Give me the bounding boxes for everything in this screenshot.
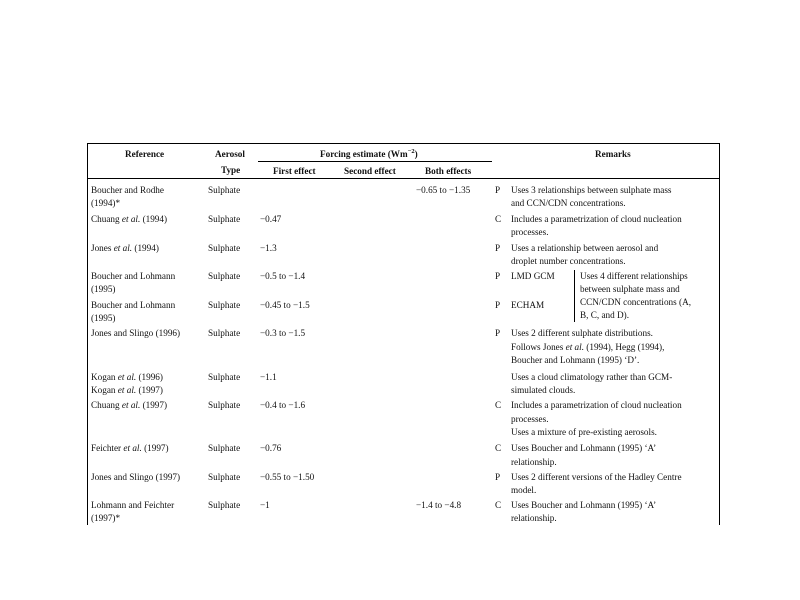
header-both-effects: Both effects <box>425 166 472 176</box>
first-effect-cell: −0.3 to −1.5 <box>260 328 306 338</box>
reference-cell: Jones and Slingo (1996) <box>91 328 181 338</box>
remarks-cell: Uses a cloud climatology rather than GCM- <box>511 372 673 382</box>
aerosol-cell: Sulphate <box>208 214 241 224</box>
reference-cell: (1995) <box>91 313 116 323</box>
reference-cell: Chuang et al. (1997) <box>91 400 168 410</box>
header-bottom-rule <box>87 178 720 179</box>
remarks-cell: and CCN/CDN concentrations. <box>511 198 626 208</box>
reference-cell: (1995) <box>91 284 116 294</box>
remarks-cell: simulated clouds. <box>511 385 576 395</box>
method-flag: C <box>495 214 502 224</box>
aerosol-cell: Sulphate <box>208 443 241 453</box>
remarks-cell: Uses 4 different relationships <box>580 271 688 281</box>
forcing-estimates-table <box>87 143 720 525</box>
aerosol-cell: Sulphate <box>208 185 241 195</box>
remarks-cell: Follows Jones et al. (1994), Hegg (1994), <box>511 342 665 352</box>
model-name: ECHAM <box>511 300 545 310</box>
header-remarks: Remarks <box>595 149 631 159</box>
both-effects-cell: −0.65 to −1.35 <box>416 185 471 195</box>
remarks-cell: B, C, and D). <box>580 310 629 320</box>
reference-cell: Chuang et al. (1994) <box>91 214 168 224</box>
method-flag: P <box>495 472 501 482</box>
aerosol-cell: Sulphate <box>208 400 241 410</box>
remarks-cell: Uses a relationship between aerosol and <box>511 243 659 253</box>
first-effect-cell: −0.47 <box>260 214 282 224</box>
remarks-cell: Boucher and Lohmann (1995) ‘D’. <box>511 355 640 365</box>
first-effect-cell: −1 <box>260 500 270 510</box>
method-flag: P <box>495 243 501 253</box>
remarks-cell: processes. <box>511 227 549 237</box>
remarks-cell: relationship. <box>511 457 557 467</box>
remarks-cell: Uses 2 different versions of the Hadley Centre <box>511 472 682 482</box>
aerosol-cell: Sulphate <box>208 243 241 253</box>
remarks-cell: Uses Boucher and Lohmann (1995) ‘A’ <box>511 443 657 453</box>
reference-cell: (1994)* <box>91 198 121 208</box>
method-flag: C <box>495 400 502 410</box>
method-flag: P <box>495 271 501 281</box>
reference-cell: Boucher and Lohmann <box>91 300 176 310</box>
remarks-cell: Uses 2 different sulphate distributions. <box>511 328 653 338</box>
method-flag: P <box>495 328 501 338</box>
method-flag: P <box>495 300 501 310</box>
header-forcing-estimate: Forcing estimate $(Wm^{-2})$ <box>320 148 418 159</box>
reference-cell: Jones and Slingo (1997) <box>91 472 181 482</box>
header-second-effect: Second effect <box>344 166 396 176</box>
remarks-cell: between sulphate mass and <box>580 284 680 294</box>
model-name: LMD GCM <box>511 271 555 281</box>
aerosol-cell: Sulphate <box>208 328 241 338</box>
note-divider <box>574 270 575 322</box>
first-effect-cell: −0.4 to −1.6 <box>260 400 306 410</box>
reference-cell: Kogan et al. (1997) <box>91 385 163 395</box>
first-effect-cell: −0.76 <box>260 443 282 453</box>
aerosol-cell: Sulphate <box>208 472 241 482</box>
remarks-cell: Includes a parametrization of cloud nucleation <box>511 400 682 410</box>
both-effects-cell: −1.4 to −4.8 <box>416 500 462 510</box>
remarks-cell: Uses 3 relationships between sulphate mass <box>511 185 672 195</box>
aerosol-cell: Sulphate <box>208 372 241 382</box>
first-effect-cell: −0.5 to −1.4 <box>260 271 306 281</box>
first-effect-cell: −0.55 to −1.50 <box>260 472 315 482</box>
remarks-cell: CCN/CDN concentrations (A, <box>580 297 691 307</box>
reference-cell: Jones et al. (1994) <box>91 243 159 253</box>
remarks-cell: model. <box>511 485 537 495</box>
remarks-cell: relationship. <box>511 513 557 523</box>
reference-cell: Feichter et al. (1997) <box>91 443 169 453</box>
first-effect-cell: −1.1 <box>260 372 277 382</box>
remarks-cell: Includes a parametrization of cloud nucleation <box>511 214 682 224</box>
remarks-cell: Uses Boucher and Lohmann (1995) ‘A’ <box>511 500 657 510</box>
header-reference: Reference <box>125 149 165 159</box>
method-flag: C <box>495 500 502 510</box>
header-first-effect: First effect <box>273 166 316 176</box>
aerosol-cell: Sulphate <box>208 500 241 510</box>
first-effect-cell: −1.3 <box>260 243 277 253</box>
reference-cell: Kogan et al. (1996) <box>91 372 163 382</box>
reference-cell: Boucher and Lohmann <box>91 271 176 281</box>
reference-cell: Boucher and Rodhe <box>91 185 164 195</box>
method-flag: C <box>495 443 502 453</box>
aerosol-cell: Sulphate <box>208 300 241 310</box>
first-effect-cell: −0.45 to −1.5 <box>260 300 310 310</box>
remarks-cell: droplet number concentrations. <box>511 256 626 266</box>
method-flag: P <box>495 185 501 195</box>
remarks-cell: processes. <box>511 414 549 424</box>
header-aerosol: Aerosol <box>215 149 245 159</box>
reference-cell: Lohmann and Feichter <box>91 500 175 510</box>
aerosol-cell: Sulphate <box>208 271 241 281</box>
header-type: Type <box>221 165 241 175</box>
reference-cell: (1997)* <box>91 513 121 523</box>
remarks-cell: Uses a mixture of pre-existing aerosols. <box>511 427 657 437</box>
forcing-subheader-rule <box>258 161 492 162</box>
